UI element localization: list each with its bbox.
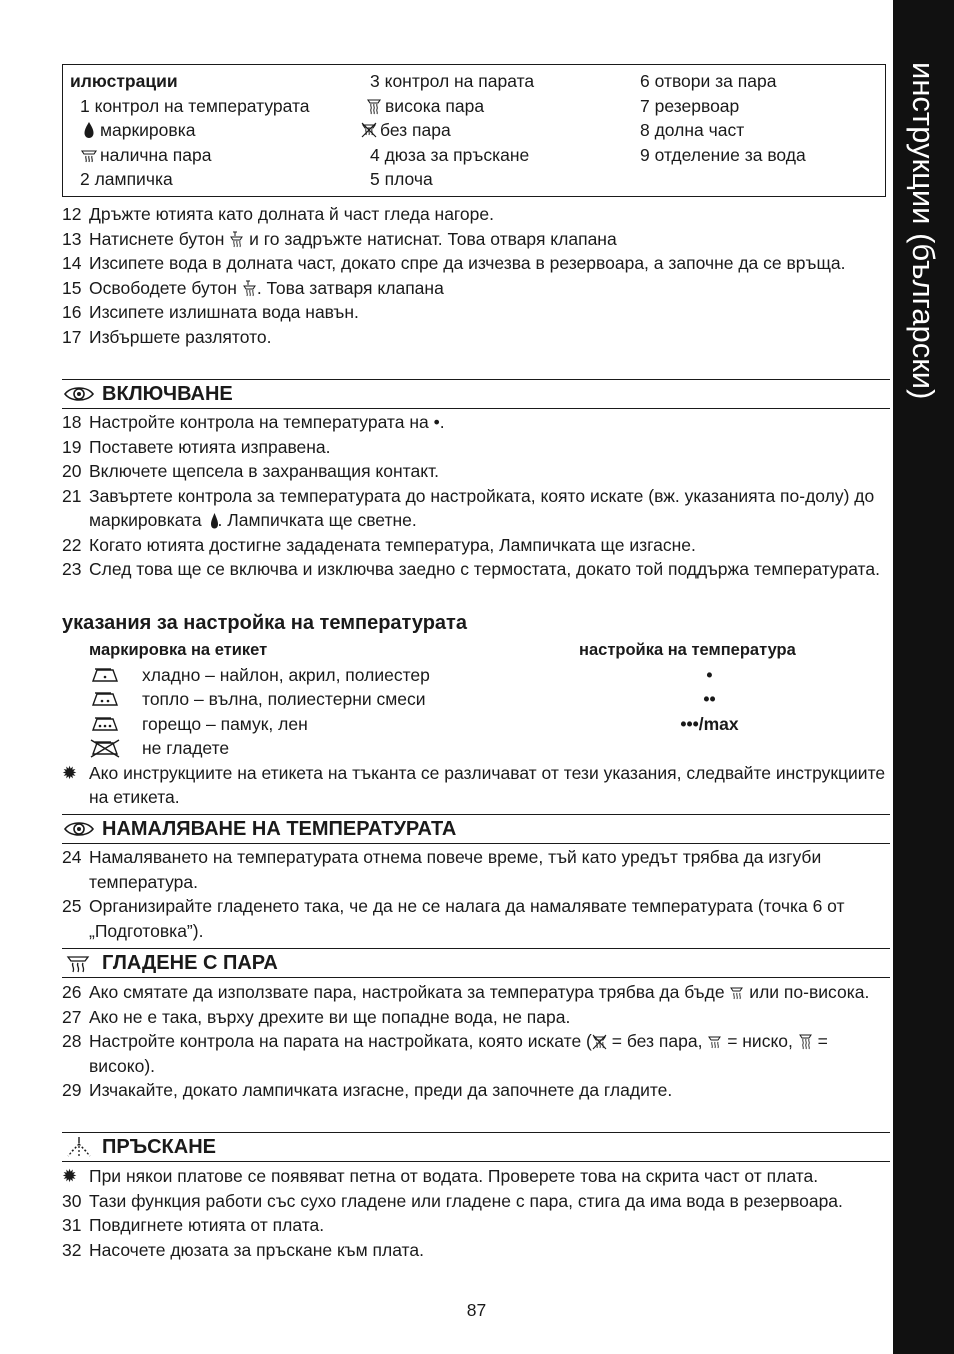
- illustration-item: 9 отделение за вода: [640, 144, 806, 165]
- steam-button-icon: [229, 231, 244, 248]
- step-item: 30 Тази функция работи със сухо гладене или гладене с пара, стига да има вода в резервоара.: [62, 1190, 843, 1211]
- table-row: не гладете: [62, 736, 891, 761]
- spray-note: ✹ При някои платове се появяват петна от водата. Проверете това на скрита част от плата.: [62, 1164, 891, 1189]
- column-header-label: маркировка на етикет: [89, 641, 268, 659]
- illustration-item: 5 плоча: [370, 169, 433, 189]
- steam-button-icon: [242, 280, 257, 297]
- steam-icon: [64, 952, 94, 974]
- page-number: 87: [466, 1300, 487, 1320]
- table-row: хладно – найлон, акрил, полиестер •: [62, 663, 891, 688]
- table-row: горещо – памук, лен •••/max: [62, 712, 891, 737]
- step-item: 27 Ако не е така, върху дрехите ви ще попадне вода, не пара.: [62, 1006, 571, 1027]
- step-item: 12 Дръжте ютията като долната й част гледа нагоре.: [62, 204, 494, 224]
- spray-icon: [64, 1136, 94, 1158]
- illustration-item: 4 дюза за пръскане: [370, 144, 530, 165]
- illustration-item: 1 контрол на температурата: [80, 95, 310, 116]
- table-row: топло – вълна, полиестерни смеси ••: [62, 687, 891, 712]
- high-steam-icon: [798, 1033, 813, 1050]
- sun-note-icon: ✹: [62, 762, 78, 783]
- step-item: 31 Повдигнете ютията от плата.: [62, 1215, 325, 1235]
- iron-one-dot-icon: [89, 666, 121, 685]
- steps-list-steam: [62, 980, 891, 1103]
- section-heading-on: ВКЛЮЧВАНЕ: [62, 379, 890, 409]
- step-item: 22 Когато ютията достигне зададената температура, Лампичката ще изгасне.: [62, 534, 696, 555]
- steam-available-icon: [729, 984, 744, 1001]
- temperature-guide-table: [62, 638, 891, 810]
- iron-three-dots-icon: [89, 715, 121, 734]
- high-steam-icon: [365, 97, 383, 115]
- droplet-marking-icon: [80, 121, 98, 139]
- side-tab-title: инструкции (български): [906, 62, 941, 400]
- sun-note-icon: ✹: [62, 1166, 78, 1186]
- illustration-item: 2 лампичка: [80, 169, 173, 189]
- step-item: 20 Включете щепсела в захранващия контакт.: [62, 461, 440, 481]
- step-item: 24 Намаляването на температурата отнема повече време, тъй като уредът трябва да изгуби температура.: [62, 847, 822, 892]
- eye-icon: [64, 383, 94, 405]
- illustrations-column-1: [70, 69, 310, 192]
- guide-note: ✹ Ако инструкциите на етикета на тъканта се различават от тези указания, следвайте инструкциите на етикета.: [62, 761, 891, 810]
- steam-available-icon: [80, 146, 98, 164]
- illustrations-box: [62, 64, 886, 197]
- illustration-item: висока пара: [360, 94, 534, 119]
- step-item: 28 Настройте контрола на парата на настройката, която искате ( = без пара, = ниско, = високо).: [62, 1031, 828, 1076]
- steps-list-on: [62, 410, 891, 582]
- iron-two-dots-icon: [89, 690, 121, 709]
- step-item: 19 Поставете ютията изправена.: [62, 436, 331, 457]
- illustration-item: 3 контрол на парата: [370, 71, 535, 91]
- steps-list-fill: [62, 202, 891, 349]
- step-item: 15 Освободете бутон . Това затваря клапана: [62, 277, 444, 298]
- illustrations-title: илюстрации: [70, 71, 178, 91]
- step-item: 16 Изсипете излишната вода навън.: [62, 302, 359, 322]
- step-item: 32 Насочете дюзата за пръскане към плата.: [62, 1239, 424, 1260]
- side-tab: [893, 0, 954, 1354]
- illustration-item: 8 долна част: [640, 120, 745, 140]
- steps-list-spray: [62, 1164, 891, 1262]
- illustration-item: 7 резервоар: [640, 95, 740, 116]
- section-heading-steam: ГЛАДЕНЕ С ПАРА: [62, 948, 890, 978]
- step-item: 26 Ако смятате да използвате пара, настройката за температура трябва да бъде или по-висока.: [62, 982, 870, 1002]
- no-iron-icon: [89, 739, 121, 758]
- step-item: 23 След това ще се включва и изключва заедно с термостата, докато той поддържа температурата.: [62, 559, 880, 579]
- column-header-setting: настройка на температура: [579, 641, 796, 659]
- guide-title: указания за настройка на температурата: [62, 612, 467, 634]
- step-item: 13 Натиснете бутон и го задръжте натиснат. Това отваря клапана: [62, 228, 617, 249]
- section-heading-reduce: НАМАЛЯВАНЕ НА ТЕМПЕРАТУРАТА: [62, 814, 890, 844]
- step-item: 21 Завъртете контрола за температурата до настройката, която искате (вж. указанията по-долу) до маркировката . Лампичката ще светне.: [62, 485, 875, 530]
- step-item: 17 Избършете разлятото.: [62, 326, 272, 347]
- no-steam-icon: [592, 1033, 607, 1050]
- dot-setting-icon: •: [433, 412, 440, 432]
- step-item: 25 Организирайте гладенето така, че да не се налага да намалявате температурата (точка 6 от „Подготовка”).: [62, 896, 845, 941]
- low-steam-icon: [707, 1033, 722, 1050]
- illustration-item: без пара: [360, 118, 534, 143]
- illustrations-column-3: [640, 69, 806, 167]
- step-item: 14 Изсипете вода в долната част, докато спре да изчезва в резервоара, а започне да се връща.: [62, 253, 846, 273]
- illustration-item: налична пара: [70, 143, 310, 168]
- table-header-row: [62, 638, 891, 663]
- section-heading-spray: ПРЪСКАНЕ: [62, 1132, 890, 1162]
- step-item: 29 Изчакайте, докато лампичката изгасне, преди да започнете да гладите.: [62, 1080, 673, 1100]
- illustrations-column-2: [360, 69, 534, 192]
- droplet-marking-icon: [207, 512, 218, 529]
- illustration-item: 6 отвори за пара: [640, 71, 777, 91]
- illustration-item: маркировка: [70, 118, 310, 143]
- step-item: 18 Настройте контрола на температурата на •.: [62, 412, 445, 432]
- steps-list-reduce: [62, 845, 891, 943]
- eye-icon: [64, 818, 94, 840]
- no-steam-icon: [360, 121, 378, 139]
